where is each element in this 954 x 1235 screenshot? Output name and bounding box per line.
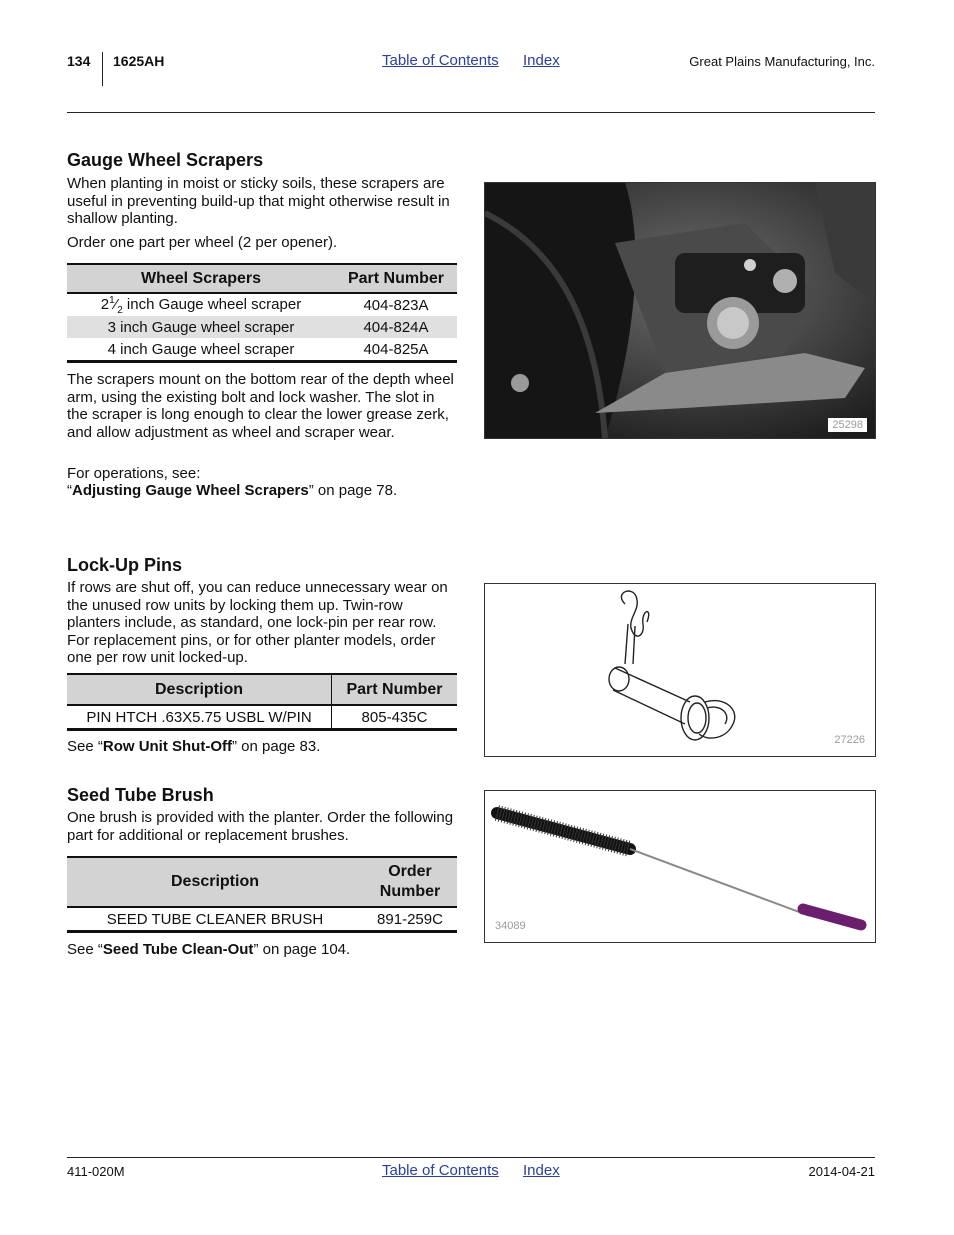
table-cell: 404-823A (363, 296, 429, 314)
table-header: Description (67, 674, 332, 705)
table-cell: 891-259C (377, 910, 443, 928)
table-cell: SEED TUBE CLEANER BRUSH (106, 910, 324, 928)
page-number: 134 (67, 53, 91, 69)
header-rule (67, 112, 875, 113)
pins-see-ref: See “Row Unit Shut-Off” on page 83. (67, 738, 321, 755)
scrapers-order-note: Order one part per wheel (2 per opener). (67, 234, 338, 251)
table-cell: 805-435C (361, 708, 428, 726)
company-name: Great Plains Manufacturing, Inc. (689, 54, 875, 69)
table-header: Wheel Scrapers (67, 264, 335, 293)
scrapers-ops-ref: “Adjusting Gauge Wheel Scrapers” on page 78. (67, 482, 398, 499)
table-header: Description (67, 857, 363, 907)
xref-link[interactable]: Row Unit Shut-Off (102, 738, 232, 755)
table-cell: PIN HTCH .63X5.75 USBL W/PIN (67, 705, 332, 730)
brush-illustration (485, 791, 875, 942)
scrapers-table (67, 263, 457, 363)
section-title-scrapers: Gauge Wheel Scrapers (67, 150, 264, 170)
figure-number: 25298 (828, 418, 867, 432)
table-row (67, 907, 457, 932)
pins-intro: If rows are shut off, you can reduce unnecessary wear on the unused row units by locking them up. Twin-row planters include, as standard, one lock-pin per rear row. For replacement pins, or for other planter models, order one per row unit locked-up. (67, 579, 448, 666)
brush-table (67, 856, 457, 933)
table-header: Part Number (335, 264, 457, 293)
header-divider (102, 52, 103, 86)
table-header: Order Number (363, 857, 457, 907)
table-cell: 4 inch Gauge wheel scraper (107, 340, 295, 358)
table-row (67, 293, 457, 316)
table-cell: 3 inch Gauge wheel scraper (67, 316, 335, 338)
scrapers-mount-text: The scrapers mount on the bottom rear of the depth wheel arm, using the existing bolt and lock washer. The slot in the scraper is long enough to clear the lower grease zerk, and allow adjustment as wheel and scraper wear. (67, 371, 454, 441)
section-title-pins: Lock-Up Pins (67, 555, 183, 575)
lock-pin-figure (484, 583, 876, 757)
scrapers-intro: When planting in moist or sticky soils, these scrapers are useful in preventing build-up that might otherwise result in shallow planting. (67, 175, 450, 227)
xref-link[interactable]: Adjusting Gauge Wheel Scrapers (72, 482, 309, 499)
scrapers-ops-intro: For operations, see: (67, 465, 201, 482)
table-row (67, 705, 457, 730)
xref-link[interactable]: Seed Tube Clean-Out (102, 941, 254, 958)
scraper-photo (484, 182, 876, 439)
figure-number: 34089 (495, 920, 526, 932)
model-name: 1625AH (113, 53, 165, 69)
toc-link[interactable]: Table of Contents (382, 52, 499, 69)
table-header: Part Number (332, 674, 458, 705)
index-link[interactable]: Index (523, 1162, 560, 1179)
brush-see-ref: See “Seed Tube Clean-Out” on page 104. (67, 941, 351, 958)
scraper-photo-illustration (485, 183, 875, 438)
table-cell: 404-825A (363, 340, 429, 358)
footer-date: 2014-04-21 (808, 1164, 875, 1179)
figure-number: 27226 (834, 734, 865, 746)
brush-figure (484, 790, 876, 943)
table-row (67, 338, 457, 362)
index-link[interactable]: Index (523, 52, 560, 69)
brush-intro: One brush is provided with the planter. Order the following part for additional or replacement brushes. (67, 809, 454, 844)
lock-pin-illustration (485, 584, 875, 756)
table-row (67, 316, 457, 338)
table-cell: 404-824A (335, 316, 457, 338)
footer-rule (67, 1157, 875, 1158)
toc-link[interactable]: Table of Contents (382, 1162, 499, 1179)
pins-table (67, 673, 457, 731)
table-cell: $2^1⁄_2$ inch Gauge wheel scraper (100, 294, 302, 316)
section-title-brush: Seed Tube Brush (67, 785, 214, 805)
doc-number: 411-020M (67, 1164, 125, 1179)
